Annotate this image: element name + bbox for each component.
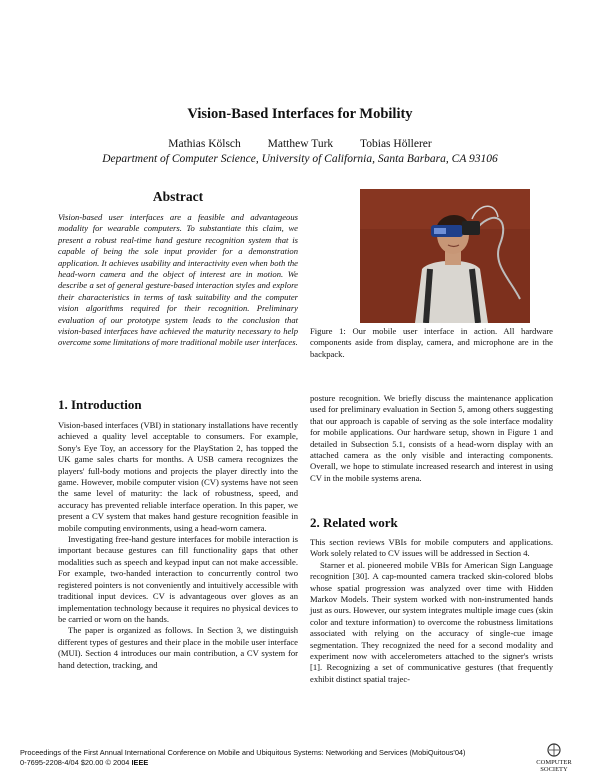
paragraph: Starner et al. pioneered mobile VBIs for American Sign Language recognition [30]. A cap-mounted camera tracked skin-colored blobs whose spatial progression was analyzed over time with Hidden Markov Models. Their system worked with non-instrumented hands just as ours. However, our system integrates multiple image cues (skin color and texture information) to overcome the robustness limitations associated with relying on the accuracy of single-cue image segmentation. They recognized the need for a second modality and experiment now with accelerometers attached to the signer's wrists [1]. Recognizing a set of communicative gestures (that frequently exhibit distinct spatial trajec- <box>310 559 553 684</box>
footer-isbn: 0-7695-2208-4/04 $20.00 © 2004 <box>20 758 130 767</box>
footer-copyright-line <box>20 758 540 768</box>
section-heading-introduction: 1. Introduction <box>58 397 142 412</box>
abstract-text: Vision-based user interfaces are a feasible and advantageous modality for wearable computers. To substantiate this claim, we present a robust real-time hand gesture recognition system that is capable of being the sole input provider for a demonstration application. It achieves usability and interactivity even when both the head-worn camera and the object of interest are in motion. We describe a set of general gesture-based interaction styles and explore their characteristics in terms of task suitability and the computer vision algorithms required for their recognition. Preliminary evaluation of our prototype system leads to the conclusion that vision-based interfaces have achieved the maturity necessary to help overcome some limitations of more traditional mobile user interfaces. <box>58 212 298 348</box>
abstract-heading: Abstract <box>152 189 204 204</box>
introduction-body <box>58 420 298 671</box>
paragraph: posture recognition. We briefly discuss the maintenance application used for preliminary evaluation in Section 5, among others suggesting that our approach is capable of serving as the sole interface modality for mobile applications. Our hardware setup, shown in Figure 1 and detailed in Subsection 5.1, consists of a head-worn display with an attached camera as the only visible and interacting components. Overall, we hope to stimulate increased research and interest in using CV in the mobile systems arena. <box>310 393 553 483</box>
author-list <box>0 138 600 150</box>
paragraph: The paper is organized as follows. In Section 3, we distinguish different types of gestures and their place in the mobile user interface (MUI). Section 4 introduces our main contribution, a CV system for hand detection, tracking, and <box>58 625 298 670</box>
logo-text-society: SOCIETY <box>540 766 568 773</box>
paper-title: Vision-Based Interfaces for Mobility <box>187 106 413 122</box>
ieee-label: IEEE <box>131 758 149 767</box>
person-with-hmd-illustration <box>360 189 530 323</box>
author-name: Tobias Höllerer <box>360 138 432 150</box>
author-name: Mathias Kölsch <box>168 138 241 150</box>
figure-photo <box>360 189 530 323</box>
section-heading-related-work: 2. Related work <box>310 515 398 530</box>
paragraph: This section reviews VBIs for mobile computers and applications. Work solely related to CV issues will be addressed in Section 4. <box>310 537 553 559</box>
logo-text-computer: COMPUTER <box>536 759 572 766</box>
proceedings-footer <box>20 748 540 768</box>
figure-caption: Figure 1: Our mobile user interface in action. All hardware components aside from display, camera, and microphone are in the backpack. <box>310 326 553 359</box>
computer-society-icon <box>546 743 562 757</box>
right-column-continuation <box>310 393 553 484</box>
affiliation: Department of Computer Science, University of California, Santa Barbara, CA 93106 <box>102 153 498 165</box>
related-work-body <box>310 537 553 685</box>
author-name: Matthew Turk <box>267 138 334 150</box>
footer-proceedings-line: Proceedings of the First Annual International Conference on Mobile and Ubiquitous Systems: Networking and Services (MobiQuitous'04) <box>20 748 466 757</box>
paragraph: Investigating free-hand gesture interfaces for mobile interaction is important because gestures can fill functionality gaps that other modalities such as speech and keypad input can not make accessible. For example, two-handed interaction to concurrently control two registered pointers is not conveniently and intuitively accessible with traditional input devices. CV is advantageous over gloves as an implementation technology because it requires no physical devices to be carried or worn on the hands. <box>58 534 298 624</box>
computer-society-logo <box>523 743 585 773</box>
paragraph: Vision-based interfaces (VBI) in stationary installations have recently achieved a quality level acceptable to consumers. For example, Sony's Eye Toy, an accessory for the PlayStation 2, has topped the UK game sales charts for months. A USB camera recognizes the players' full-body motions and projects the player directly into the game. However, mobile computer vision (CV) systems have not seen the same level of maturity: the lack of robustness, speed, and accuracy has prevented reliable interface operation. In this paper, we present a CV system that makes hand gesture recognition feasible in mobile computing environments, using a head-worn camera. <box>58 420 298 533</box>
